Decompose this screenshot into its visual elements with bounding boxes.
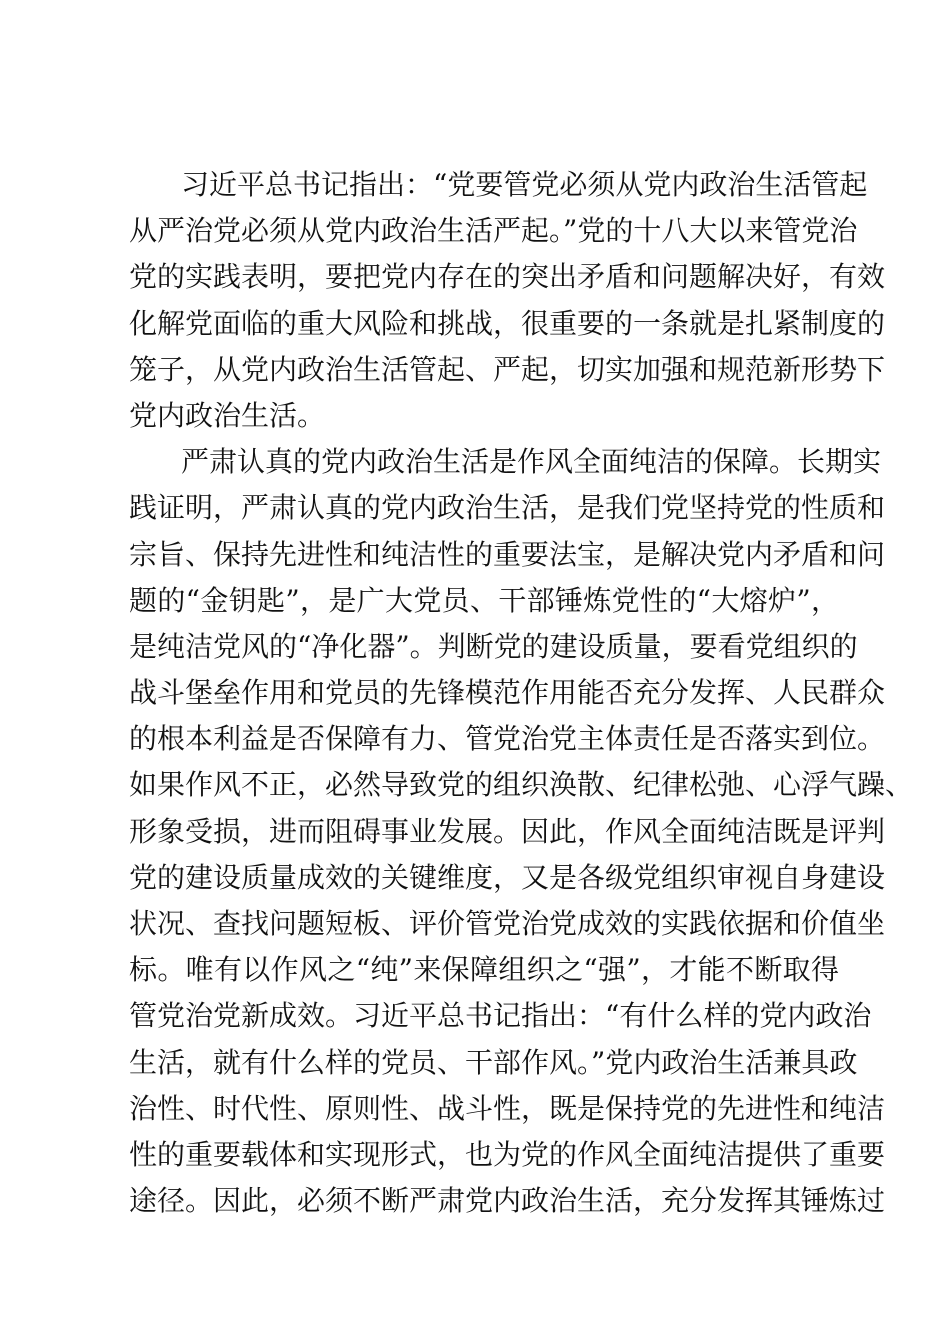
text-line: 笼子，从党内政治生活管起、严起，切实加强和规范新形势下 — [129, 352, 886, 386]
text-line: 状况、查找问题短板、评价管党治党成效的实践依据和价值坐 — [129, 907, 886, 940]
paragraph — [129, 162, 886, 439]
document-body — [129, 162, 914, 1224]
text-line: 途径。因此，必须不断严肃党内政治生活，充分发挥其锤炼过 — [129, 1184, 886, 1218]
text-line: 治性、时代性、原则性、战斗性，既是保持党的先进性和纯洁 — [129, 1091, 886, 1125]
text-line: 习近平总书记指出：“党要管党必须从党内政治生活管起 — [181, 168, 868, 201]
text-line: 从严治党必须从党内政治生活严起。”党的十八大以来管党治 — [129, 214, 858, 248]
text-line: 管党治党新成效。习近平总书记指出：“有什么样的党内政治 — [129, 999, 872, 1033]
text-line: 性的重要载体和实现形式，也为党的作风全面纯洁提供了重要 — [129, 1137, 886, 1171]
text-line: 党的实践表明，要把党内存在的突出矛盾和问题解决好，有效 — [129, 260, 886, 294]
text-line: 严肃认真的党内政治生活是作风全面纯洁的保障。长期实 — [181, 445, 882, 479]
text-line: 战斗堡垒作用和党员的先锋模范作用能否充分发挥、人民群众 — [129, 676, 886, 710]
text-line: 的根本利益是否保障有力、管党治党主体责任是否落实到位。 — [129, 722, 886, 756]
text-line: 生活，就有什么样的党员、干部作风。”党内政治生活兼具政 — [129, 1045, 858, 1079]
paragraph — [129, 439, 914, 1224]
text-line: 党的建设质量成效的关键维度，又是各级党组织审视自身建设 — [129, 860, 886, 894]
text-line: 宗旨、保持先进性和纯洁性的重要法宝，是解决党内矛盾和问 — [129, 537, 886, 571]
text-line: 如果作风不正，必然导致党的组织涣散、纪律松弛、心浮气躁、 — [129, 768, 914, 802]
text-line: 是纯洁党风的“净化器”。判断党的建设质量，要看党组织的 — [129, 629, 858, 663]
text-line: 形象受损，进而阻碍事业发展。因此，作风全面纯洁既是评判 — [129, 814, 886, 848]
text-line: 党内政治生活。 — [129, 398, 326, 432]
text-line: 化解党面临的重大风险和挑战，很重要的一条就是扎紧制度的 — [129, 306, 886, 340]
text-line: 践证明，严肃认真的党内政治生活，是我们党坚持党的性质和 — [129, 491, 886, 525]
text-line: 题的“金钥匙”，是广大党员、干部锤炼党性的“大熔炉”， — [129, 583, 839, 617]
text-line: 标。唯有以作风之“纯”来保障组织之“强”，才能不断取得 — [129, 953, 839, 987]
